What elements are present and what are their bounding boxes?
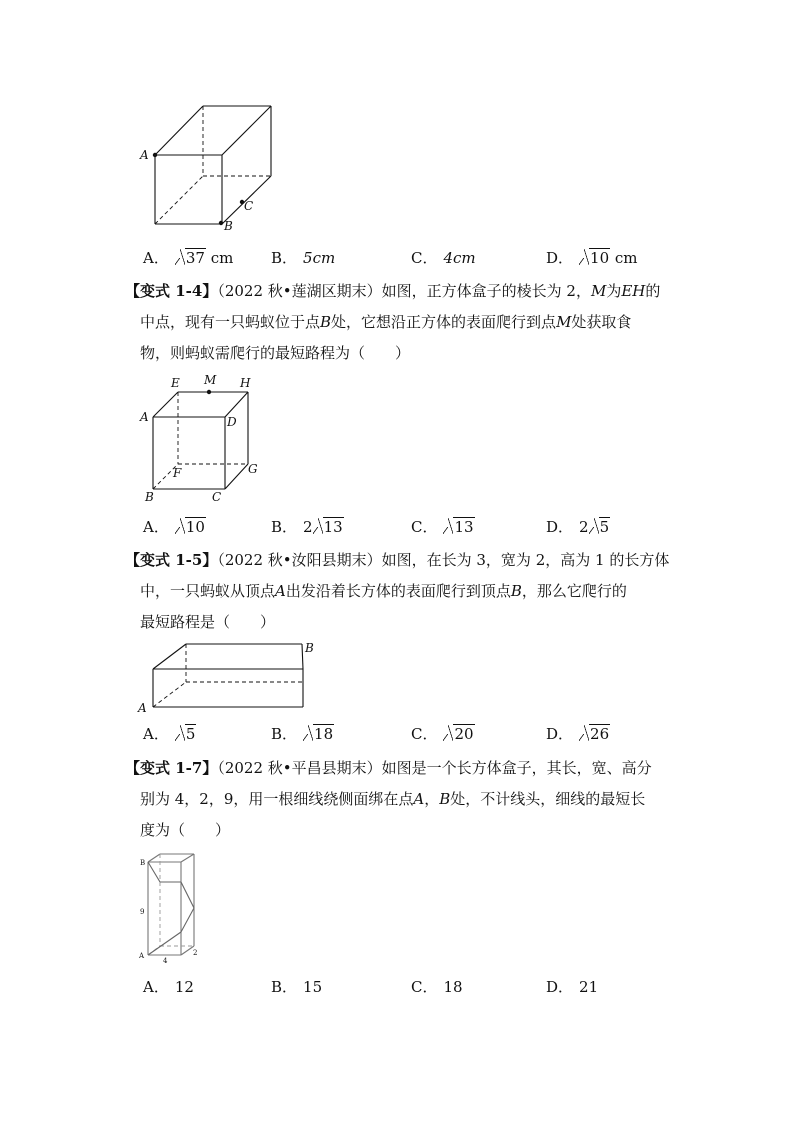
var: A [413,790,425,808]
problem-tag: 【变式 1-7】 [125,759,218,777]
text: ，那么它爬行的 [521,582,627,600]
radicand: 5 [599,518,610,536]
var: M [556,313,572,331]
label-a: A [139,952,145,960]
cuboid-2-svg [135,636,325,716]
option-letter: A． [143,978,169,996]
label-b: B [145,490,154,504]
unit: cm [205,249,234,267]
option-letter: C． [411,978,438,996]
text: 如图，在长为 3，宽为 2，高为 1 的长方体 [381,551,670,569]
var: M [590,282,607,300]
q3-option-b[interactable] [271,722,334,746]
radicand: 37 [185,249,205,267]
tall-box-svg [136,852,206,964]
problem-source: （2022 秋•汝阳县期末） [217,551,382,569]
q2-option-d[interactable] [546,515,610,539]
cuboid-1-svg [140,100,280,235]
text: 如图是一个长方体盒子，其长，宽、高分 [381,759,652,777]
text: 中点，现有一只蚂蚁位于点 [140,313,321,331]
radicand: 10 [590,249,610,267]
figure-tall-box [136,852,206,964]
label-a: A [140,148,149,162]
text: 别为 4，2，9，用一根细线绕侧面绑在点 [140,790,414,808]
q1-option-a[interactable] [143,246,233,270]
option-letter: D． [546,725,574,743]
text: 中，一只蚂蚁从顶点 [140,582,276,600]
q3-option-a[interactable] [143,722,196,746]
q4-option-a[interactable] [143,975,194,999]
label-m: M [204,373,217,387]
text: 处，它想沿正方体的表面爬行到点 [331,313,557,331]
text: 处获取食 [571,313,632,331]
option-value: 4cm [443,249,476,267]
text: 出发沿着长方体的表面爬行到顶点 [285,582,511,600]
label-b: B [224,219,233,233]
option-value: 12 [174,978,194,996]
problem-1-4-line-2 [125,307,685,338]
option-letter: C． [411,725,438,743]
q4-option-d[interactable] [546,975,598,999]
q4-options [0,975,794,999]
option-letter: B． [271,978,298,996]
label-f: F [173,466,182,480]
option-letter: A． [143,249,169,267]
q3-option-c[interactable] [411,722,475,746]
label-b: B [140,859,146,867]
q2-option-c[interactable] [411,515,475,539]
problem-1-4-line-1 [125,276,685,307]
radicand: 26 [590,725,610,743]
var: B [320,313,332,331]
label-a: A [140,410,149,424]
q1-option-d[interactable] [546,246,638,270]
problem-1-5-line-2 [125,576,685,607]
label-height: 9 [140,908,145,916]
radicand: 10 [185,518,205,536]
q1-option-c[interactable] [411,246,476,270]
label-c: C [212,490,222,504]
var: B [439,790,451,808]
label-c: C [244,199,254,213]
cube-svg [140,372,270,507]
option-value: 18 [443,978,463,996]
problem-1-7-line-1 [125,753,685,784]
coefficient: 2 [303,518,313,536]
option-value: 5cm [303,249,336,267]
problem-tag: 【变式 1-4】 [125,282,218,300]
option-letter: D． [546,249,574,267]
q1-option-b[interactable] [271,246,335,270]
problem-1-7 [125,753,685,846]
option-letter: B． [271,518,298,536]
problem-1-5-line-3: 最短路程是（ ） [140,613,276,631]
label-d: D [227,415,237,429]
problem-1-5-line-1 [125,545,685,576]
option-letter: C． [411,518,438,536]
radicand: 13 [454,518,474,536]
label-length: 4 [163,957,168,965]
problem-source: （2022 秋•平昌县期末） [217,759,382,777]
option-letter: D． [546,518,574,536]
problem-1-4-line-3: 物，则蚂蚁需爬行的最短路程为（ ） [140,344,411,362]
q4-option-b[interactable] [271,975,322,999]
coefficient: 2 [579,518,589,536]
q3-options [0,722,794,746]
q2-option-b[interactable] [271,515,344,539]
label-h: H [240,376,251,390]
radicand: 5 [185,725,196,743]
radicand: 13 [323,518,343,536]
text: 如图，正方体盒子的棱长为 2， [381,282,591,300]
problem-1-4 [125,276,685,369]
option-letter: B． [271,249,298,267]
text: 处，不计线头，细线的最短长 [450,790,646,808]
option-value: 21 [579,978,599,996]
unit: cm [610,249,638,267]
option-letter: C． [411,249,438,267]
text: 的 [645,282,661,300]
problem-tag: 【变式 1-5】 [125,551,218,569]
option-letter: D． [546,978,574,996]
figure-cube [140,372,270,507]
q1-options [0,246,794,270]
option-letter: B． [271,725,298,743]
var: EH [621,282,646,300]
label-width: 2 [193,949,198,957]
option-letter: A． [143,725,169,743]
var: A [275,582,286,600]
figure-cuboid-2 [135,636,325,716]
q3-option-d[interactable] [546,722,610,746]
label-g: G [248,462,258,476]
q2-options [0,515,794,539]
option-letter: A． [143,518,169,536]
problem-source: （2022 秋•莲湖区期末） [217,282,382,300]
option-value: 15 [303,978,323,996]
label-e: E [171,376,180,390]
label-b: B [305,641,314,655]
label-a: A [138,701,147,715]
radicand: 18 [314,725,334,743]
problem-1-7-line-3: 度为（ ） [140,821,231,839]
problem-1-5 [125,545,685,638]
radicand: 20 [454,725,474,743]
q4-option-c[interactable] [411,975,463,999]
figure-cuboid-1 [140,100,280,235]
q2-option-a[interactable] [143,515,206,539]
text: 为 [606,282,622,300]
var: B [510,582,522,600]
problem-1-7-line-2 [125,784,685,815]
text: ， [424,790,440,808]
